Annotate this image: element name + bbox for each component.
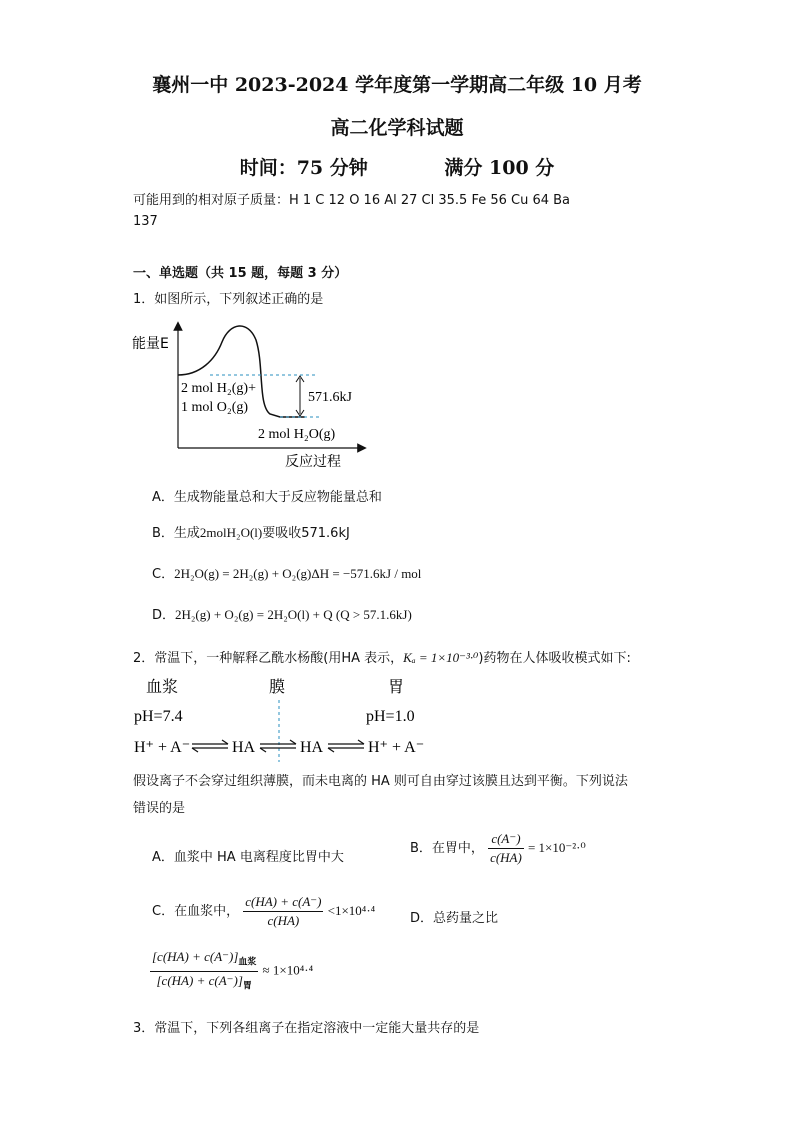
q2-option-d[interactable]: D．总药量之比 xyxy=(410,911,499,926)
q2-option-b-num: c(A⁻) xyxy=(488,830,524,849)
q2-stem xyxy=(133,647,631,666)
exam-time-score xyxy=(0,153,794,180)
ph-stomach: pH=1.0 xyxy=(366,708,415,725)
membrane-label: 膜 xyxy=(269,677,286,696)
product-label: 2 mol H₂O(g) xyxy=(258,427,336,442)
ha-right: HA xyxy=(300,739,324,756)
exam-score: 满分 100 分 xyxy=(444,157,555,179)
q1-option-b-formula: 2molH₂O(l) xyxy=(199,525,263,540)
plasma-label: 血浆 xyxy=(146,677,179,696)
x-axis-label: 反应过程 xyxy=(285,454,341,470)
exam-title: 襄州一中 2023-2024 学年度第一学期高二年级 10 月考 xyxy=(152,74,642,96)
y-axis-label: 能量E xyxy=(132,336,169,352)
q1-option-b-suffix: 要吸收571.6kJ xyxy=(262,526,350,541)
q2-option-c-prefix: C．在血浆中， xyxy=(152,904,240,919)
q1-option-a[interactable]: A．生成物能量总和大于反应物能量总和 xyxy=(152,490,382,505)
q2-option-c-fraction xyxy=(243,893,323,930)
q2-option-d-value: ≈ 1×10⁴·⁴ xyxy=(262,962,314,978)
q1-option-b[interactable] xyxy=(152,522,350,541)
q2-option-d-den: $[c(HA) + c(A^-)]_胃$ xyxy=(156,972,252,991)
q1-option-d-formula: 2H₂(g) + O₂(g) = 2H₂O(l) + Q (Q > 57.1.6kJ) xyxy=(175,607,412,622)
q2-option-b-prefix: B．在胃中， xyxy=(410,841,484,856)
q2-stem-suffix: )药物在人体吸收模式如下: xyxy=(478,651,631,666)
q2-option-b-value: = 1×10⁻²·⁰ xyxy=(527,840,586,855)
q2-text-line2: 错误的是 xyxy=(133,801,186,816)
left-ions: H⁺ + A⁻ xyxy=(134,739,191,756)
q2-option-c[interactable] xyxy=(152,893,375,930)
right-ions: H⁺ + A⁻ xyxy=(368,739,425,756)
q1-option-d-prefix: D． xyxy=(152,608,176,623)
q2-option-d-fraction xyxy=(150,948,258,994)
ha-left: HA xyxy=(232,739,256,756)
section-heading: 一、单选题（共 15 题，每题 3 分） xyxy=(133,266,348,281)
q2-option-b[interactable] xyxy=(410,830,586,867)
exam-subtitle: 高二化学科试题 xyxy=(330,117,464,139)
delta-label: 571.6kJ xyxy=(308,390,352,405)
q2-absorption-diagram xyxy=(130,672,440,764)
q1-option-d[interactable] xyxy=(152,604,412,623)
q2-option-d-expression xyxy=(150,948,313,994)
q1-option-c[interactable] xyxy=(152,563,421,582)
q1-option-c-prefix: C． xyxy=(152,567,175,582)
q1-energy-diagram xyxy=(130,320,370,470)
exam-time: 时间：75 分钟 xyxy=(239,157,368,179)
q2-option-b-fraction xyxy=(488,830,524,867)
q1-option-b-prefix: B．生成 xyxy=(152,526,200,541)
ph-plasma: pH=7.4 xyxy=(134,708,183,725)
atomic-masses-line1: 可能用到的相对原子质量：H 1 C 12 O 16 Al 27 Cl 35.5 Fe 56 Cu 64 Ba xyxy=(133,193,571,208)
q2-option-b-den: c(HA) xyxy=(490,850,522,865)
q2-ka: Kₐ = 1×10⁻³·⁰ xyxy=(403,650,479,665)
atomic-masses-line2: 137 xyxy=(133,214,158,229)
q2-option-d-num: $[c(HA) + c(A^-)]_{血浆}$ xyxy=(150,948,258,972)
q1-option-c-formula: 2H₂O(g) = 2H₂(g) + O₂(g)ΔH = −571.6kJ / mol xyxy=(174,566,422,581)
q2-option-c-den: c(HA) xyxy=(267,913,300,928)
q2-text-line1: 假设离子不会穿过组织薄膜，而未电离的 HA 则可自由穿过该膜且达到平衡。下列说法 xyxy=(133,774,628,789)
q1-stem: 1．如图所示，下列叙述正确的是 xyxy=(133,292,324,307)
q2-option-a[interactable]: A．血浆中 HA 电离程度比胃中大 xyxy=(152,850,344,865)
q3-stem: 3．常温下，下列各组离子在指定溶液中一定能大量共存的是 xyxy=(133,1021,480,1036)
q2-option-c-value: <1×10⁴·⁴ xyxy=(327,903,376,918)
stomach-label: 胃 xyxy=(388,677,405,696)
q2-option-c-num: c(HA) + c(A⁻) xyxy=(243,893,323,912)
q2-stem-prefix: 2．常温下，一种解释乙酰水杨酸(用HA 表示， xyxy=(133,651,404,666)
reactant-label-2: 1 mol O₂(g) xyxy=(181,400,249,415)
reactant-label-1: 2 mol H₂(g)+ xyxy=(181,381,256,396)
